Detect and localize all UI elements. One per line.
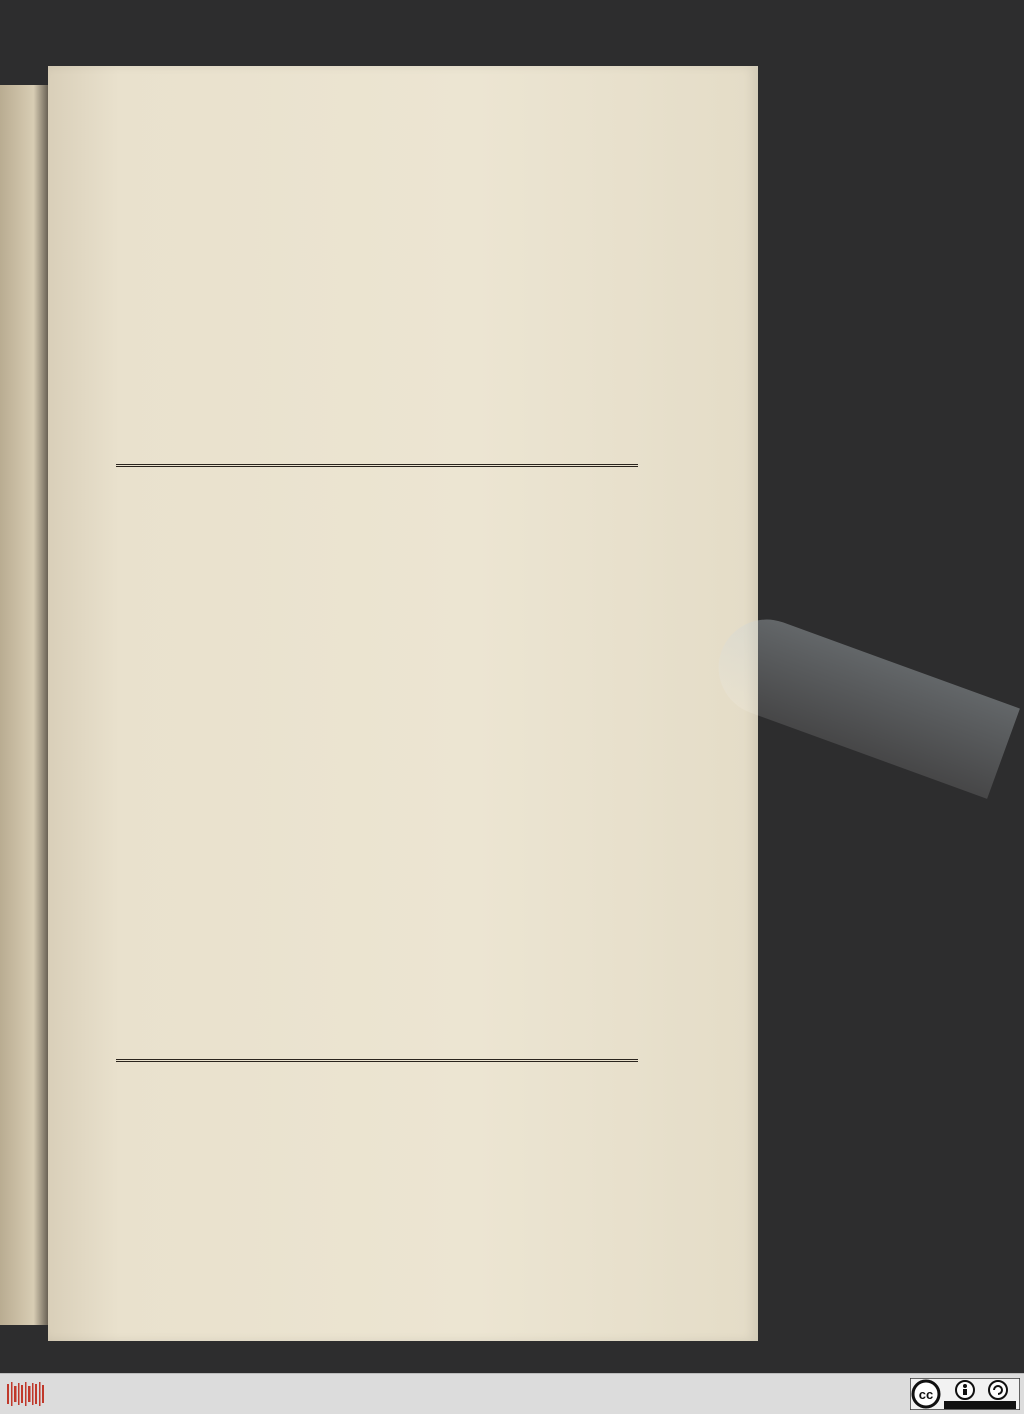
footer-bar: [0, 1373, 1024, 1414]
facing-page-strip: [0, 85, 48, 1325]
cc-by-sa-icon: [910, 1378, 1020, 1410]
barcode-icon: [6, 1380, 46, 1408]
svg-text:cc: cc: [918, 1387, 934, 1402]
rule-top: [116, 464, 638, 467]
book-page: [48, 66, 758, 1341]
rule-bottom: [116, 1059, 638, 1062]
